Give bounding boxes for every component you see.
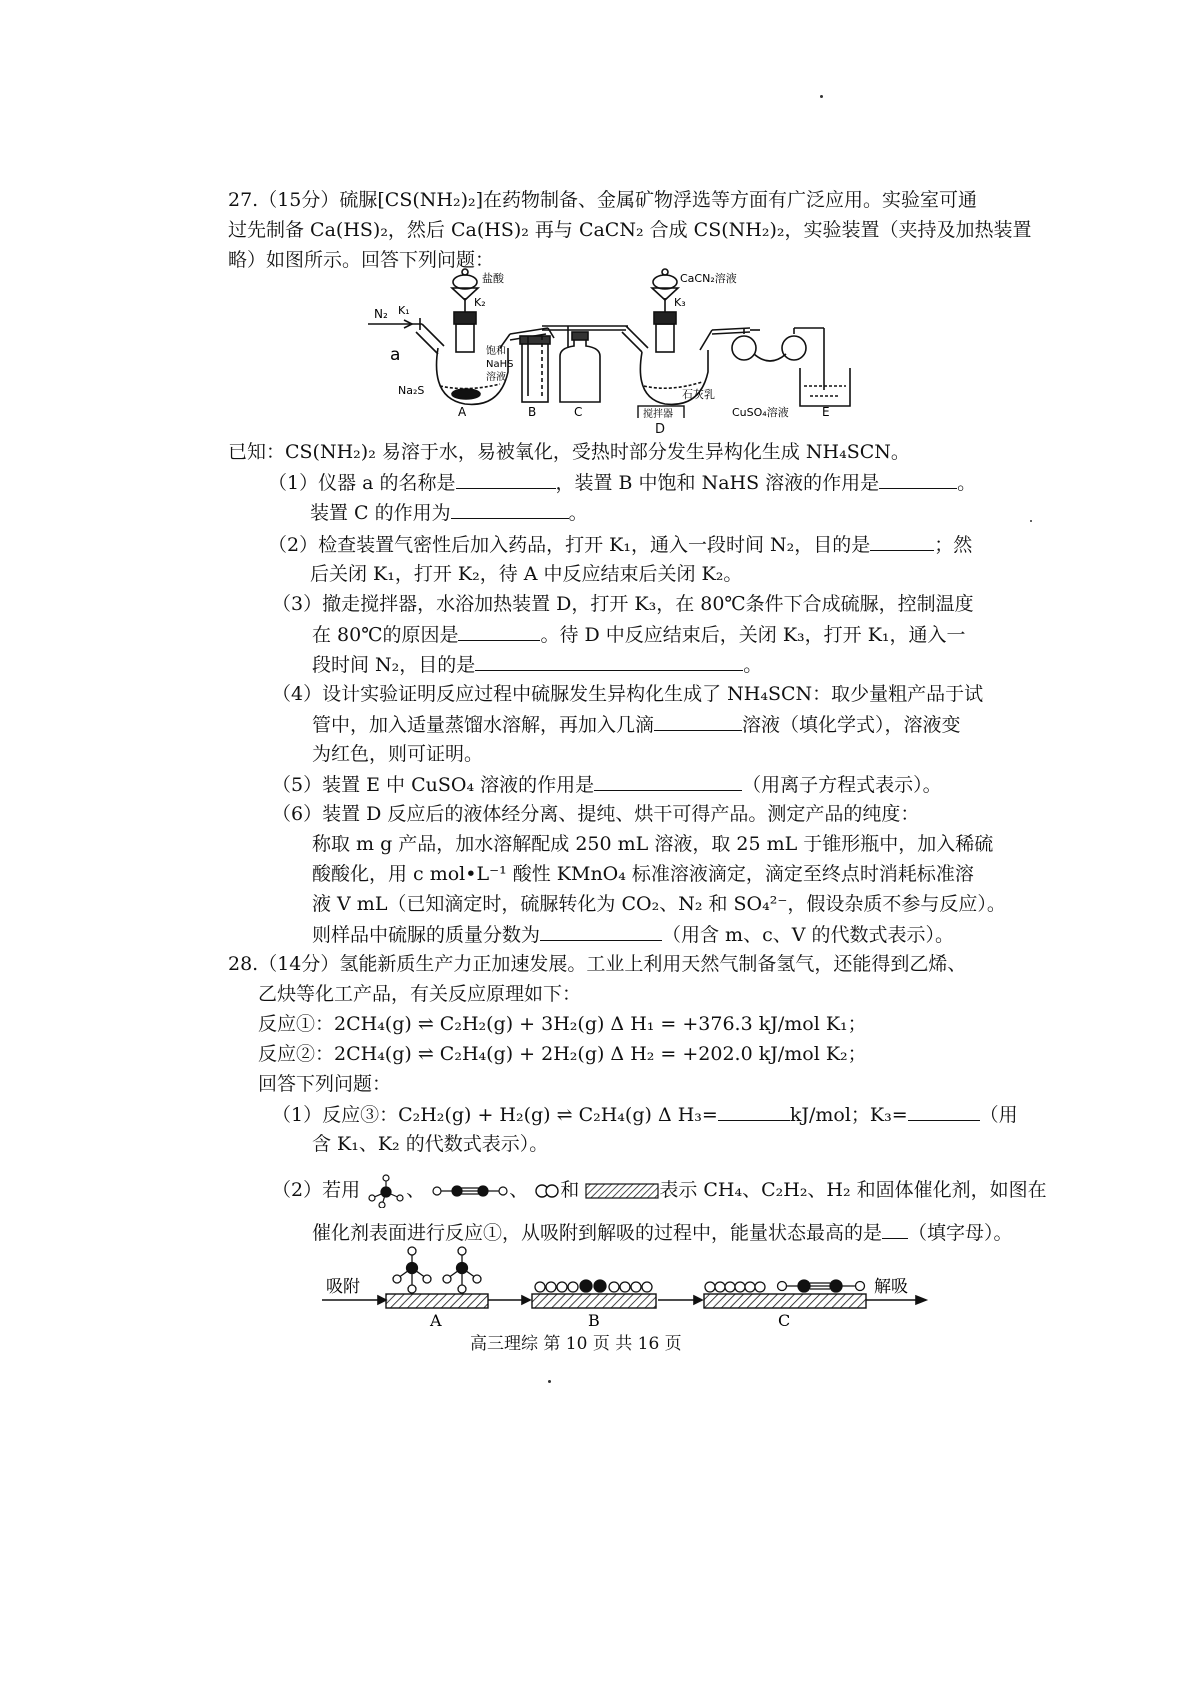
answer-blank[interactable] <box>456 468 556 489</box>
catalyst-process-diagram <box>318 1244 938 1326</box>
label-hcl: 盐酸 <box>482 272 504 285</box>
q28-line2: 乙炔等化工产品，有关反应原理如下： <box>258 983 582 1005</box>
q27-2-line2: 后关闭 K₁，打开 K₂，待 A 中反应结束后关闭 K₂。 <box>310 563 743 585</box>
label-A: A <box>458 405 467 418</box>
label-B: B <box>588 1311 600 1326</box>
q27-1-text-b: ，装置 B 中饱和 NaHS 溶液的作用是 <box>555 472 880 494</box>
label-n2: N₂ <box>374 307 388 321</box>
label-k2: K₂ <box>474 296 486 309</box>
apparatus-diagram <box>360 268 860 418</box>
q28-1-line1 <box>272 1100 1018 1129</box>
q27-6-line3: 酸酸化，用 c mol•L⁻¹ 酸性 KMnO₄ 标准溶液滴定，滴定至终点时消耗标准溶 <box>312 863 974 885</box>
q27-2-line1 <box>268 530 972 559</box>
q27-6-line2: 称取 m g 产品，加水溶解配成 250 mL 溶液，取 25 mL 于锥形瓶中，加入稀硫 <box>312 833 994 855</box>
answer-blank[interactable] <box>540 920 662 941</box>
label-nahs-1: 饱和 <box>486 346 506 357</box>
answer-blank[interactable] <box>458 620 540 641</box>
label-A: A <box>430 1311 442 1326</box>
label-E: E <box>822 405 830 418</box>
q28-ask: 回答下列问题： <box>258 1073 392 1095</box>
label-adsorb: 吸附 <box>326 1277 360 1297</box>
q27-6-line4: 液 V mL（已知滴定时，硫脲转化为 CO₂、N₂ 和 SO₄²⁻，假设杂质不参与反应）。 <box>312 893 1006 915</box>
q28-2-text-c: 、 <box>509 1179 529 1201</box>
answer-blank[interactable] <box>451 498 569 519</box>
q27-line3: 略）如图所示。回答下列问题： <box>228 249 495 271</box>
label-a: a <box>390 345 401 365</box>
label-C: C <box>574 405 583 418</box>
q27-6-text-f: （用含 m、c、V 的代数式表示）。 <box>662 924 954 946</box>
q27-2-text-a: （2）检查装置气密性后加入药品，打开 K₁，通入一段时间 N₂，目的是 <box>268 534 871 556</box>
q28-1-text-a: （1）反应③：C₂H₂(g) + H₂(g) ⇌ C₂H₄(g) Δ H₃= <box>272 1104 718 1126</box>
q27-4-line3: 为红色，则可证明。 <box>312 743 484 765</box>
q28-1-text-c: （用 <box>979 1104 1018 1126</box>
q27-3-line1: （3）撤走搅拌器，水浴加热装置 D，打开 K₃，在 80℃条件下合成硫脲，控制温度 <box>272 593 974 615</box>
answer-blank[interactable] <box>718 1100 790 1121</box>
answer-blank[interactable] <box>594 770 742 791</box>
c2h2-molecule-icon <box>431 1181 509 1201</box>
page-footer: 高三理综 第 10 页 共 16 页 <box>470 1334 682 1354</box>
catalyst-surface-icon <box>585 1182 659 1200</box>
q27-1-line1 <box>268 468 976 497</box>
q27-3-text-b: 在 80℃的原因是 <box>312 624 459 646</box>
answer-blank[interactable] <box>654 710 742 731</box>
label-B: B <box>528 405 537 418</box>
q27-4-line2 <box>312 710 961 739</box>
q27-4-line1: （4）设计实验证明反应过程中硫脲发生异构化生成了 NH₄SCN：取少量粗产品于试 <box>272 683 984 705</box>
q28-2-text-b: 、 <box>406 1179 426 1201</box>
q28-2-text-a: （2）若用 <box>272 1179 361 1201</box>
q28-2-text-e: 表示 CH₄、C₂H₂、H₂ 和固体催化剂，如图在 <box>659 1179 1047 1201</box>
q27-3-line3 <box>312 650 762 679</box>
q27-1-text-e: 。 <box>568 502 588 524</box>
q27-6-text-e: 则样品中硫脲的质量分数为 <box>312 924 541 946</box>
label-C: C <box>778 1311 791 1326</box>
label-k3: K₃ <box>674 296 686 309</box>
label-lime: 石灰乳 <box>682 388 715 401</box>
q28-2-line2 <box>312 1218 1013 1247</box>
q27-1-text-a: （1）仪器 a 的名称是 <box>268 472 456 494</box>
q27-6-line5 <box>312 920 954 949</box>
q27-5-text-b: （用离子方程式表示）。 <box>742 774 942 796</box>
q27-3-text-c: 。待 D 中反应结束后，关闭 K₃，打开 K₁，通入一 <box>540 624 966 646</box>
scan-speck <box>548 1380 551 1383</box>
q27-4-text-b: 管中，加入适量蒸馏水溶解，再加入几滴 <box>312 714 655 736</box>
answer-blank[interactable] <box>870 530 934 551</box>
q27-3-line2 <box>312 620 966 649</box>
label-desorb: 解吸 <box>874 1277 908 1297</box>
q28-header: 28.（14分）氢能新质生产力正加速发展。工业上利用天然气制备氢气，还能得到乙烯、 <box>228 953 967 975</box>
q27-known: 已知：CS(NH₂)₂ 易溶于水，易被氧化，受热时部分发生异构化生成 NH₄SCN。 <box>228 441 910 463</box>
scan-speck <box>820 95 823 98</box>
answer-blank[interactable] <box>882 1218 908 1239</box>
ch4-molecule-icon <box>366 1174 406 1208</box>
label-cacn2: CaCN₂溶液 <box>680 272 737 285</box>
q28-reaction1: 反应①：2CH₄(g) ⇌ C₂H₂(g) + 3H₂(g) Δ H₁ = +376.3 kJ/mol K₁； <box>258 1013 867 1035</box>
answer-blank[interactable] <box>475 650 743 671</box>
q27-5-text-a: （5）装置 E 中 CuSO₄ 溶液的作用是 <box>272 774 595 796</box>
q28-2-text-g: （填字母）。 <box>908 1222 1013 1244</box>
q27-4-text-c: 溶液（填化学式），溶液变 <box>742 714 961 736</box>
label-na2s: Na₂S <box>398 384 425 397</box>
q27-header: 27.（15分）硫脲[CS(NH₂)₂]在药物制备、金属矿物浮选等方面有广泛应用。实验室可通 <box>228 189 978 211</box>
q27-line2: 过先制备 Ca(HS)₂，然后 Ca(HS)₂ 再与 CaCN₂ 合成 CS(NH₂)₂，实验装置（夹持及加热装置 <box>228 219 1032 241</box>
answer-blank[interactable] <box>879 468 957 489</box>
label-stirrer: 搅拌器 <box>643 409 673 418</box>
q28-2-text-d: 和 <box>560 1179 580 1201</box>
label-D: D <box>655 422 666 437</box>
q28-2-line1 <box>272 1174 1047 1208</box>
q27-6-line1: （6）装置 D 反应后的液体经分离、提纯、烘干可得产品。测定产品的纯度： <box>272 803 920 825</box>
q27-1-line2 <box>310 498 588 527</box>
q27-2-text-b: ；然 <box>934 534 973 556</box>
q27-3-text-d: 段时间 N₂，目的是 <box>312 654 476 676</box>
q28-2-text-f: 催化剂表面进行反应①，从吸附到解吸的过程中，能量状态最高的是 <box>312 1222 883 1244</box>
q27-5-line1 <box>272 770 942 799</box>
q28-reaction2: 反应②：2CH₄(g) ⇌ C₂H₄(g) + 2H₂(g) Δ H₂ = +202.0 kJ/mol K₂； <box>258 1043 867 1065</box>
answer-blank[interactable] <box>908 1100 980 1121</box>
q27-3-text-e: 。 <box>743 654 763 676</box>
q28-1-line2: 含 K₁、K₂ 的代数式表示）。 <box>312 1133 549 1155</box>
label-nahs-2: NaHS <box>486 359 514 370</box>
scan-speck <box>1030 520 1032 522</box>
q27-1-text-d: 装置 C 的作用为 <box>310 502 451 524</box>
q28-1-text-b: kJ/mol；K₃= <box>789 1104 908 1126</box>
label-nahs-3: 溶液 <box>486 372 506 383</box>
label-k1: K₁ <box>398 304 410 317</box>
h2-molecule-icon <box>534 1181 560 1201</box>
label-cuso4: CuSO₄溶液 <box>732 406 789 418</box>
q27-1-text-c: 。 <box>957 472 977 494</box>
